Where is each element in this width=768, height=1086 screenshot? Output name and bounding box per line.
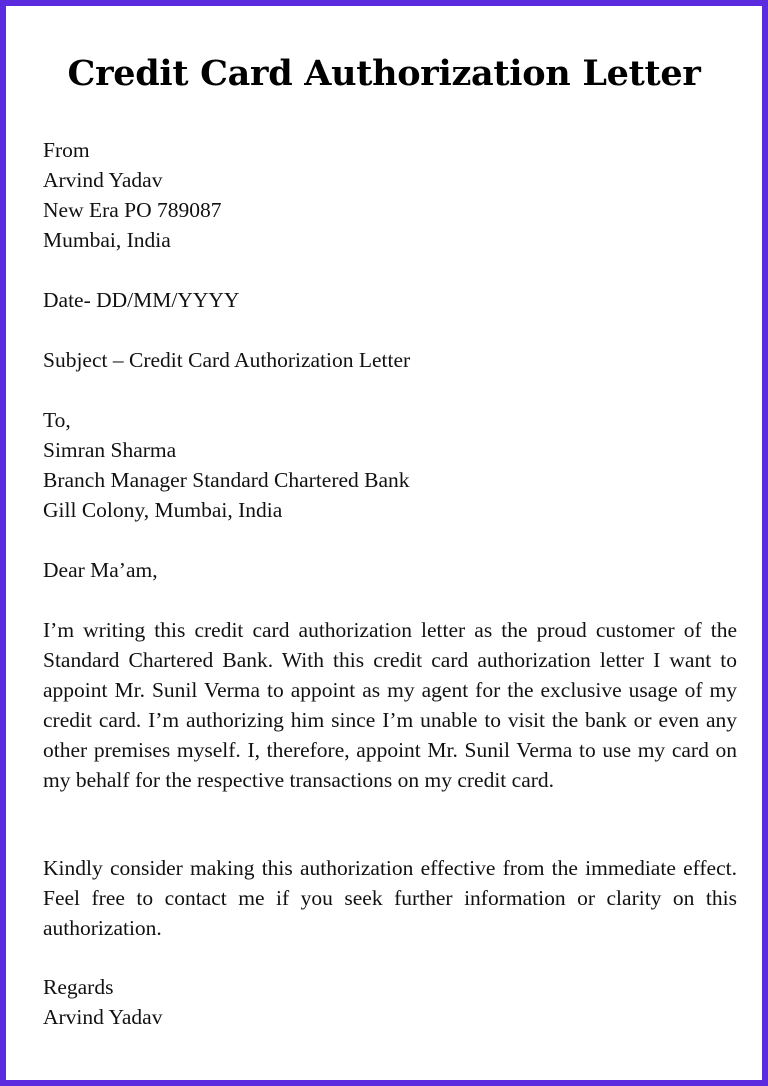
date-line — [43, 285, 737, 315]
sender-block — [43, 135, 737, 255]
body-paragraph-1: I’m writing this credit card authorization letter as the proud customer of the Standard Chartered Bank. With this credit card authorization letter I want to appoint Mr. Sunil Verma to appoint as my agent for the exclusive usage of my credit card. I’m authorizing him since I’m unable to visit the bank or even any other premises myself. I, therefore, appoint Mr. Sunil Verma to use my card on my behalf for the respective transactions on my credit card. — [43, 618, 737, 792]
subject-line — [43, 345, 737, 375]
closing-signature-name: Arvind Yadav — [43, 1005, 163, 1029]
letter-title: Credit Card Authorization Letter — [67, 53, 701, 94]
sender-address-line1: New Era PO 789087 — [43, 198, 222, 222]
salutation-text: Dear Ma’am, — [43, 558, 158, 582]
recipient-name: Simran Sharma — [43, 438, 177, 462]
body-paragraph-2: Kindly consider making this authorization effective from the immediate effect. Feel free to contact me if you seek further information or clarity on this authorization. — [43, 856, 737, 940]
recipient-address: Gill Colony, Mumbai, India — [43, 498, 283, 522]
subject-text: Subject – Credit Card Authorization Letter — [43, 348, 411, 372]
closing-block — [43, 972, 737, 1032]
date-text: Date- DD/MM/YYYY — [43, 288, 240, 312]
sender-address-line2: Mumbai, India — [43, 228, 171, 252]
sender-name: Arvind Yadav — [43, 168, 163, 192]
to-label: To, — [43, 408, 71, 432]
from-label: From — [43, 138, 90, 162]
recipient-position: Branch Manager Standard Chartered Bank — [43, 468, 410, 492]
closing-regards: Regards — [43, 975, 114, 999]
recipient-block — [43, 405, 737, 525]
salutation — [43, 555, 737, 585]
